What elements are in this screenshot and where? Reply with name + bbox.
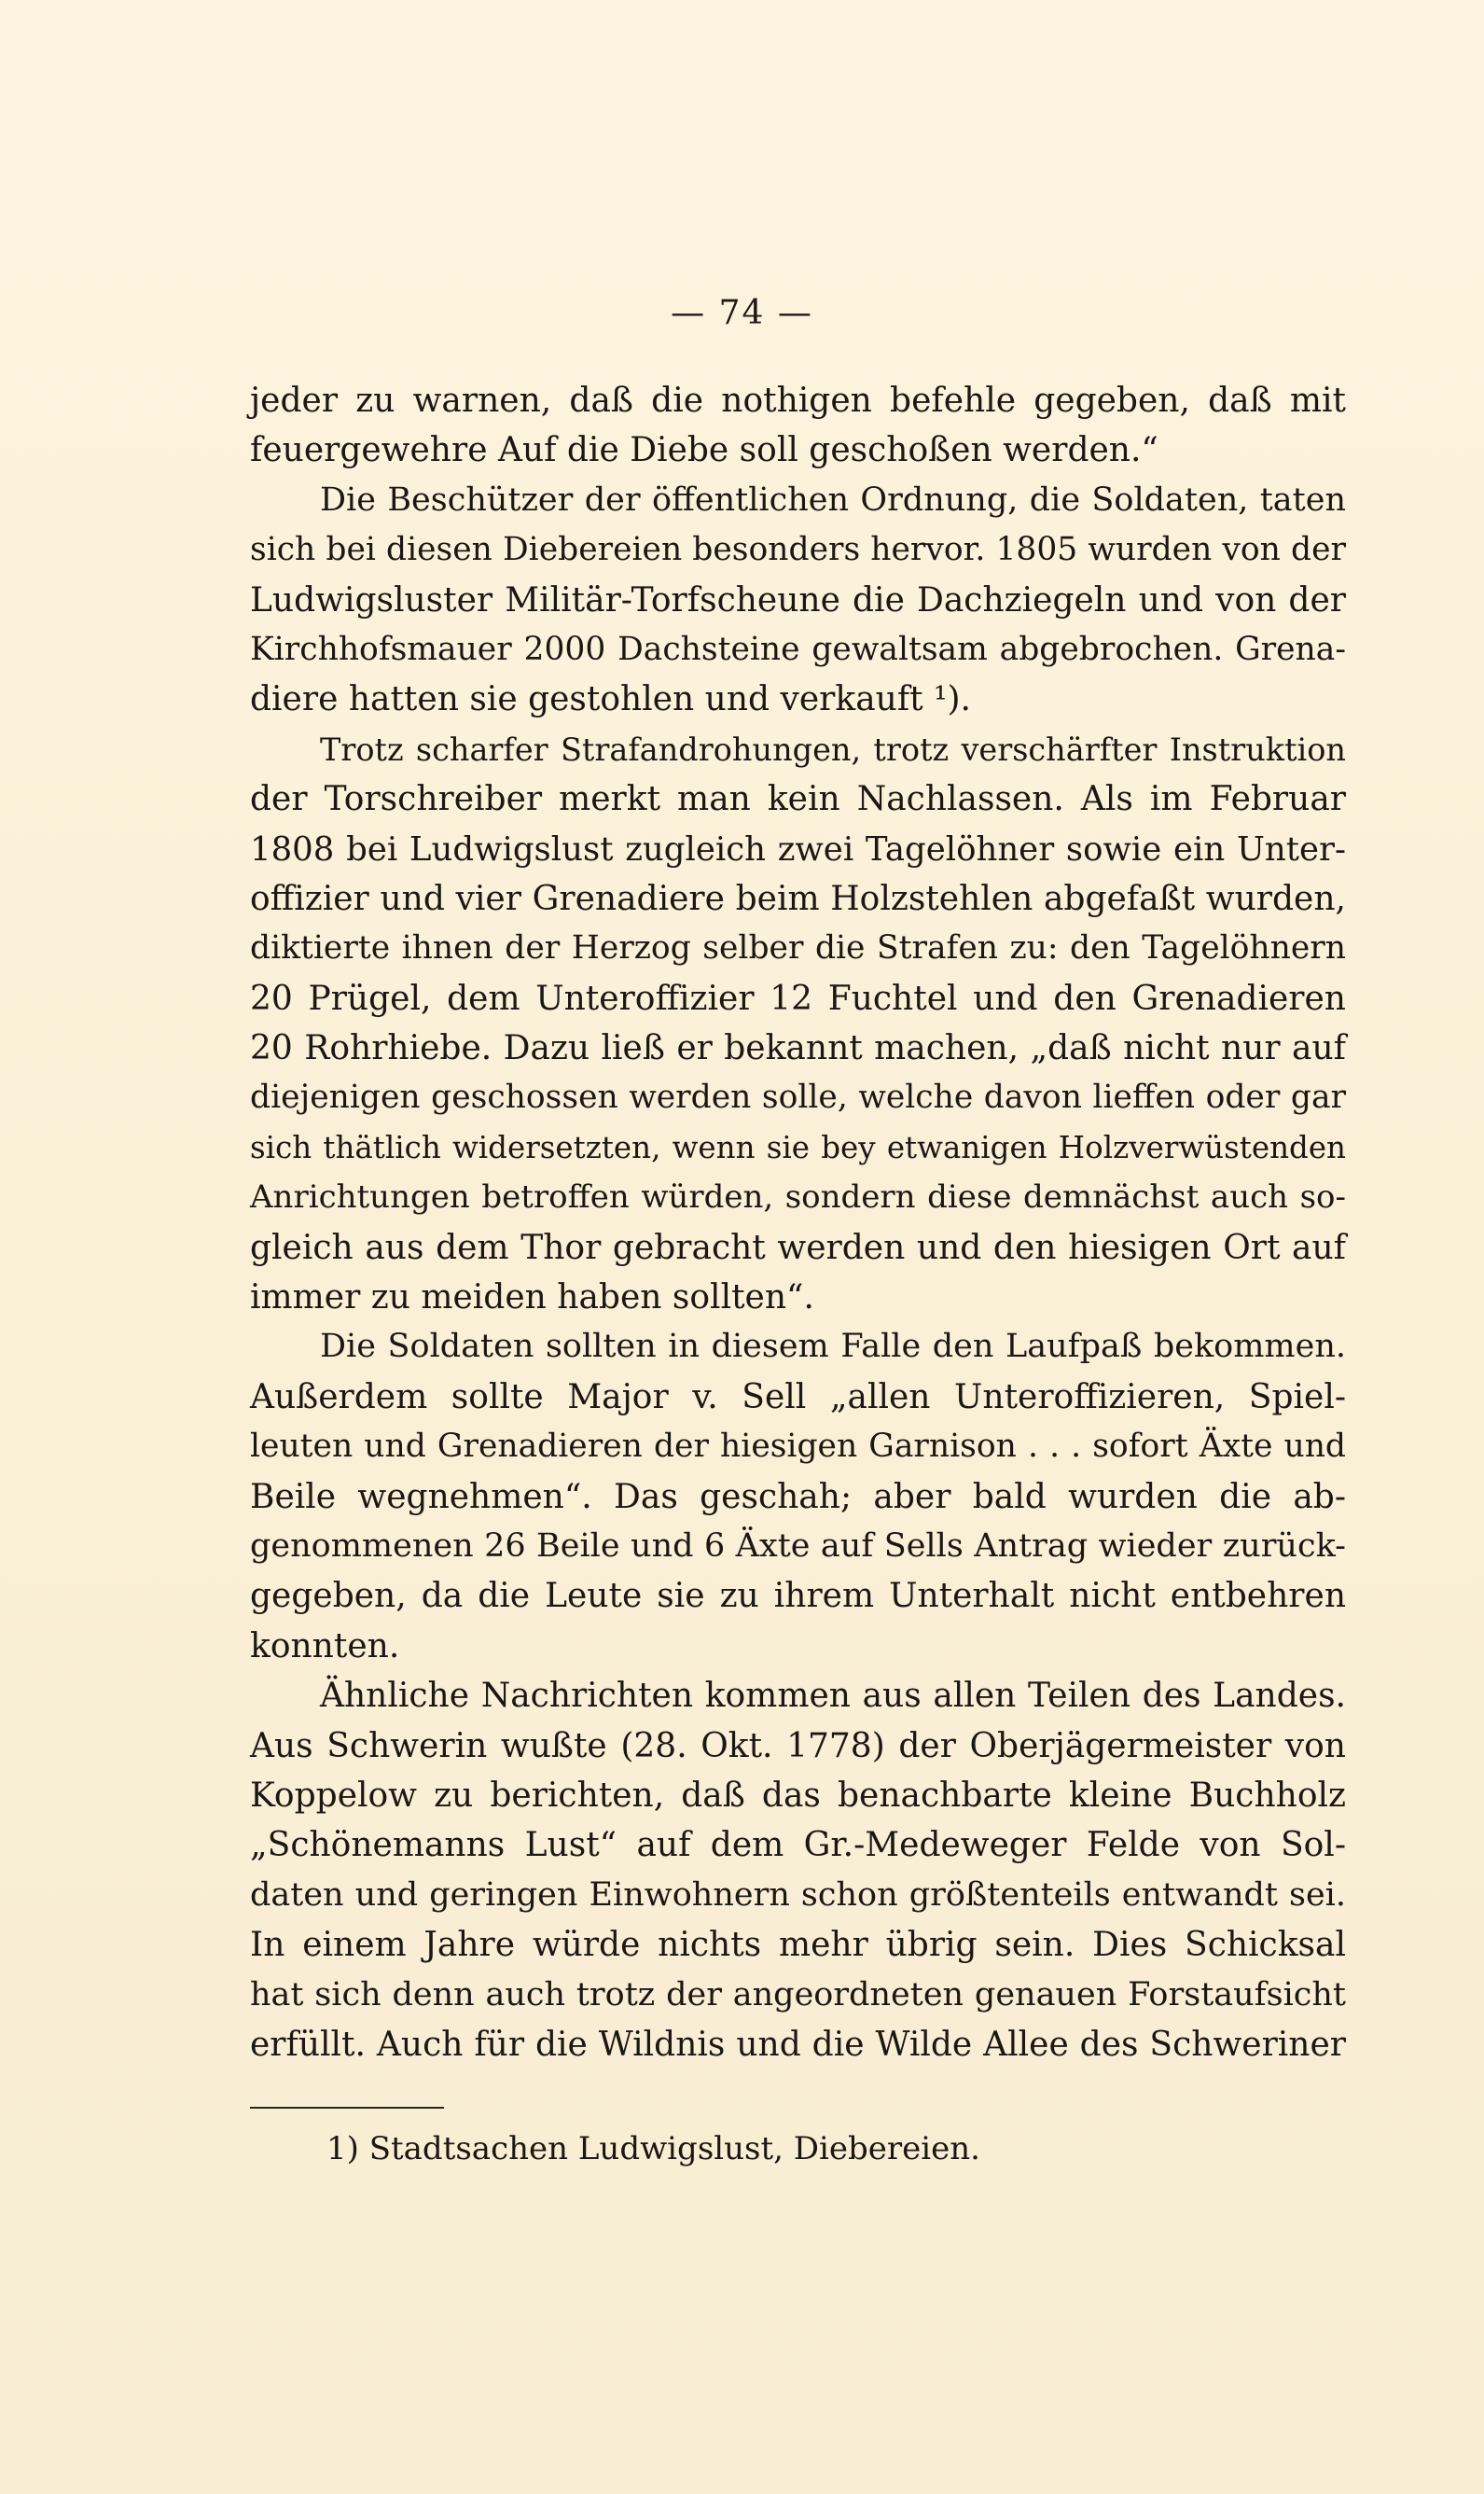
text-line: sich bei diesen Diebereien besonders hervor. 1805 wurden von der <box>250 531 1346 569</box>
text-line: diktierte ihnen der Herzog selber die Strafen zu: den Tagelöhnern <box>250 929 1346 968</box>
text-line: 1808 bei Ludwigslust zugleich zwei Tagelöhner sowie ein Unter- <box>250 829 1346 869</box>
text-line: In einem Jahre würde nichts mehr übrig sein. Dies Schicksal <box>250 1926 1346 1965</box>
text-line: Außerdem sollte Major v. Sell „allen Unteroffizieren, Spiel- <box>250 1377 1346 1416</box>
text-line: erfüllt. Auch für die Wildnis und die Wilde Allee des Schweriner <box>250 2025 1346 2064</box>
text-line: Die Soldaten sollten in diesem Falle den Laufpaß bekommen. <box>320 1328 1346 1366</box>
text-line: sich thätlich widersetzten, wenn sie bey etwanigen Holzverwüstenden <box>250 1129 1346 1165</box>
text-line: hat sich denn auch trotz der angeordneten genauen Forstaufsicht <box>250 1975 1346 2013</box>
body-text <box>250 376 1346 2069</box>
page-number: — 74 — <box>671 294 813 332</box>
text-line: Trotz scharfer Strafandrohungen, trotz verschärfter Instruktion <box>320 731 1346 768</box>
text-line: genommenen 26 Beile und 6 Äxte auf Sells Antrag wieder zurück- <box>250 1526 1346 1565</box>
footnote: 1) Stadtsachen Ludwigslust, Diebereien. <box>326 2130 980 2167</box>
text-line: der Torschreiber merkt man kein Nachlassen. Als im Februar <box>250 780 1346 819</box>
text-line: jeder zu warnen, daß die nothigen befehle gegeben, daß mit <box>250 382 1346 420</box>
text-line: daten und geringen Einwohnern schon größtenteils entwandt sei. <box>250 1875 1346 1914</box>
text-line: feuergewehre Auf die Diebe soll geschoßen werden.“ <box>250 431 1158 470</box>
text-line: immer zu meiden haben sollten“. <box>250 1278 814 1317</box>
footnote-divider <box>250 2107 444 2109</box>
text-line: „Schönemanns Lust“ auf dem Gr.-Medeweger Felde von Sol- <box>250 1826 1346 1865</box>
text-line: diejenigen geschossen werden solle, welche davon lieffen oder gar <box>250 1079 1346 1117</box>
text-line: Ludwigsluster Militär-Torfscheune die Dachziegeln und von der <box>250 580 1346 620</box>
text-line: 20 Rohrhiebe. Dazu ließ er bekannt machen, „daß nicht nur auf <box>250 1029 1346 1068</box>
text-line: Die Beschützer der öffentlichen Ordnung, die Soldaten, taten <box>320 481 1346 519</box>
text-line: Koppelow zu berichten, daß das benachbarte kleine Buchholz <box>250 1776 1346 1815</box>
text-line: gleich aus dem Thor gebracht werden und den hiesigen Ort auf <box>250 1228 1346 1267</box>
text-line: Kirchhofsmauer 2000 Dachsteine gewaltsam abgebrochen. Grena- <box>250 630 1346 668</box>
text-line: Anrichtungen betroffen würden, sondern diese demnächst auch so- <box>250 1178 1346 1217</box>
text-line: leuten und Grenadieren der hiesigen Garnison . . . sofort Äxte und <box>250 1428 1346 1466</box>
text-line: konnten. <box>250 1626 400 1665</box>
text-line: Beile wegnehmen“. Das geschah; aber bald wurden die ab- <box>250 1477 1346 1516</box>
text-line: diere hatten sie gestohlen und verkauft ¹). <box>250 680 971 719</box>
text-line: Aus Schwerin wußte (28. Okt. 1778) der Oberjägermeister von <box>250 1726 1346 1765</box>
text-line: Ähnliche Nachrichten kommen aus allen Teilen des Landes. <box>320 1677 1346 1716</box>
text-line: 20 Prügel, dem Unteroffizier 12 Fuchtel und den Grenadieren <box>250 979 1346 1018</box>
text-line: gegeben, da die Leute sie zu ihrem Unterhalt nicht entbehren <box>250 1577 1346 1616</box>
text-line: offizier und vier Grenadiere beim Holzstehlen abgefaßt wurden, <box>250 879 1346 918</box>
